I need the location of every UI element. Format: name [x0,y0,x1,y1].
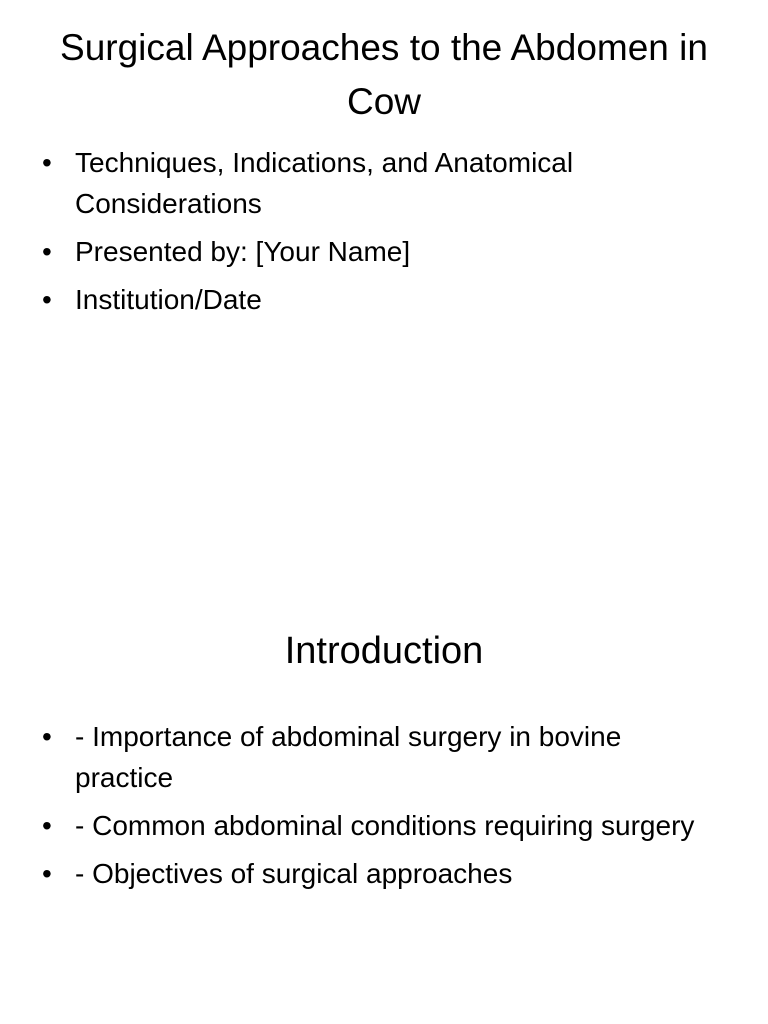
slide-introduction [0,512,768,1024]
bullet-text: Techniques, Indications, and Anatomical Considerations [75,147,574,219]
bullet-dot-icon: • [42,721,52,752]
bullet-text: - Objectives of surgical approaches [75,858,513,889]
slide-title-heading: Surgical Approaches to the Abdomen in Cow [60,27,708,122]
bullet-text: Presented by: [Your Name] [75,236,411,267]
bullet-text: - Importance of abdominal surgery in bovine practice [75,721,622,793]
bullet-item [40,853,720,894]
bullet-item [40,279,720,320]
bullet-text: Institution/Date [75,284,262,315]
bullet-item [40,805,720,846]
slide-title-heading: Introduction [284,630,484,672]
bullet-text: - Common abdominal conditions requiring surgery [75,810,695,841]
bullet-dot-icon: • [42,858,52,889]
bullet-dot-icon: • [42,236,52,267]
bullet-dot-icon: • [42,147,52,178]
bullet-item [40,716,720,798]
bullet-item [40,142,720,224]
slide-bullet-list [40,716,720,901]
bullet-item [40,231,720,272]
slide-bullet-list [40,142,720,327]
bullet-dot-icon: • [42,810,52,841]
bullet-dot-icon: • [42,284,52,315]
